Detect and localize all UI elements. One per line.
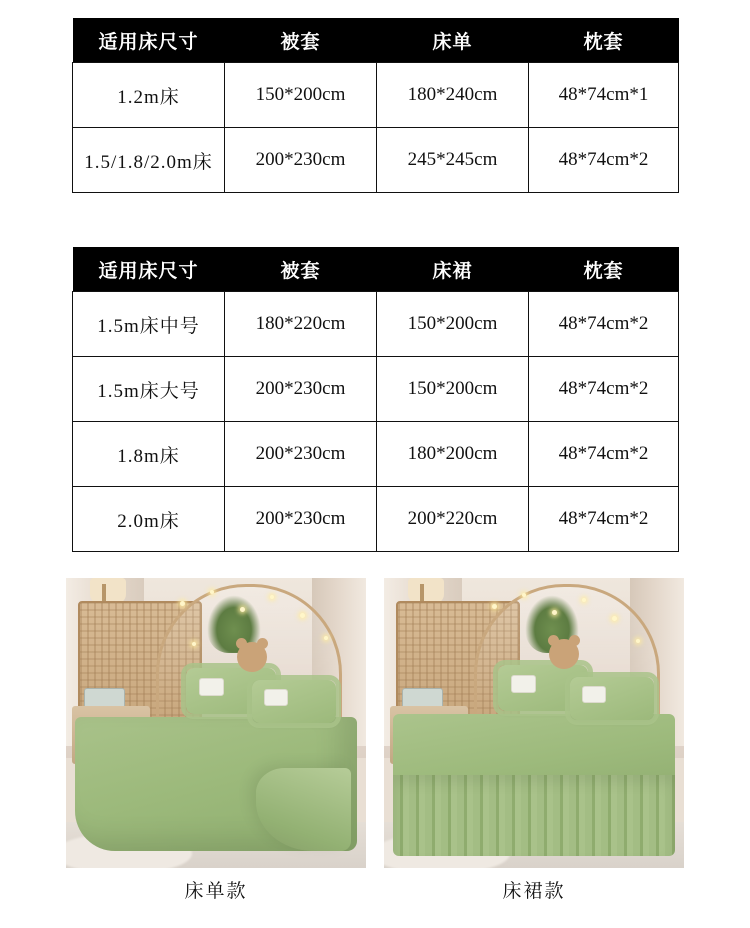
fairy-light — [324, 636, 328, 640]
cell-pillowcase: 48*74cm*2 — [529, 292, 679, 357]
cell-bed-size: 1.5m床中号 — [73, 292, 225, 357]
bear-plush — [549, 639, 579, 669]
column-header-pillowcase: 枕套 — [529, 247, 679, 292]
caption-bed-sheet-style: 床单款 — [184, 881, 248, 902]
fairy-light — [240, 607, 245, 612]
bedroom-scene — [66, 578, 366, 868]
cell-duvet-cover: 200*230cm — [225, 357, 377, 422]
cell-duvet-cover: 180*220cm — [225, 292, 377, 357]
photo-caption-row — [66, 876, 684, 903]
product-photo-row — [66, 578, 684, 868]
cell-bed-skirt: 150*200cm — [377, 292, 529, 357]
cell-pillowcase: 48*74cm*2 — [529, 487, 679, 552]
cell-bed-sheet: 245*245cm — [377, 128, 529, 193]
cell-bed-size: 1.2m床 — [73, 63, 225, 128]
sheet-set-size-table — [72, 18, 679, 193]
table-row — [73, 357, 679, 422]
pillow-tag — [264, 689, 288, 706]
table-row — [73, 128, 679, 193]
bed-skirt-style-photo — [384, 578, 684, 868]
pillow-front — [252, 680, 336, 724]
cell-bed-size: 1.8m床 — [73, 422, 225, 487]
column-header-pillowcase: 枕套 — [529, 18, 679, 63]
fairy-light — [522, 593, 526, 597]
table-header-row — [73, 247, 679, 292]
table-row — [73, 63, 679, 128]
cell-pillowcase: 48*74cm*1 — [529, 63, 679, 128]
bed-skirt-size-table — [72, 247, 679, 552]
pillow-tag — [199, 678, 224, 696]
fairy-light — [300, 613, 305, 618]
bed-sheet-style-photo — [66, 578, 366, 868]
cell-pillowcase: 48*74cm*2 — [529, 128, 679, 193]
bed-skirt-ruffle — [393, 775, 675, 856]
cell-duvet-cover: 150*200cm — [225, 63, 377, 128]
fairy-light — [210, 590, 214, 594]
column-header-bed-size: 适用床尺寸 — [73, 18, 225, 63]
cell-duvet-cover: 200*230cm — [225, 128, 377, 193]
cell-bed-size: 2.0m床 — [73, 487, 225, 552]
column-header-bed-size: 适用床尺寸 — [73, 247, 225, 292]
caption-bed-skirt-style: 床裙款 — [502, 881, 566, 902]
table-row — [73, 422, 679, 487]
table-row — [73, 292, 679, 357]
pillow-ruffle — [565, 672, 659, 726]
fairy-light — [192, 642, 196, 646]
fairy-light — [636, 639, 640, 643]
lamp-shade — [408, 578, 444, 604]
pillow-tag — [582, 686, 606, 703]
table-header-row — [73, 18, 679, 63]
cell-bed-skirt: 150*200cm — [377, 357, 529, 422]
column-header-duvet-cover: 被套 — [225, 247, 377, 292]
cell-pillowcase: 48*74cm*2 — [529, 422, 679, 487]
fairy-light — [552, 610, 557, 615]
cell-bed-size: 1.5/1.8/2.0m床 — [73, 128, 225, 193]
cell-pillowcase: 48*74cm*2 — [529, 357, 679, 422]
cell-bed-skirt: 200*220cm — [377, 487, 529, 552]
bedroom-scene — [384, 578, 684, 868]
bed-sheet — [75, 717, 357, 850]
cell-bed-size: 1.5m床大号 — [73, 357, 225, 422]
cell-bed-sheet: 180*240cm — [377, 63, 529, 128]
cell-bed-skirt: 180*200cm — [377, 422, 529, 487]
pillow-ruffle — [247, 675, 341, 729]
cell-duvet-cover: 200*230cm — [225, 487, 377, 552]
lamp-shade — [90, 578, 126, 604]
column-header-bed-sheet: 床单 — [377, 18, 529, 63]
pillow-front — [570, 677, 654, 721]
fairy-light — [612, 616, 617, 621]
pillow-tag — [511, 675, 536, 693]
column-header-bed-skirt: 床裙 — [377, 247, 529, 292]
column-header-duvet-cover: 被套 — [225, 18, 377, 63]
table-row — [73, 487, 679, 552]
bear-plush — [237, 642, 267, 672]
cell-duvet-cover: 200*230cm — [225, 422, 377, 487]
